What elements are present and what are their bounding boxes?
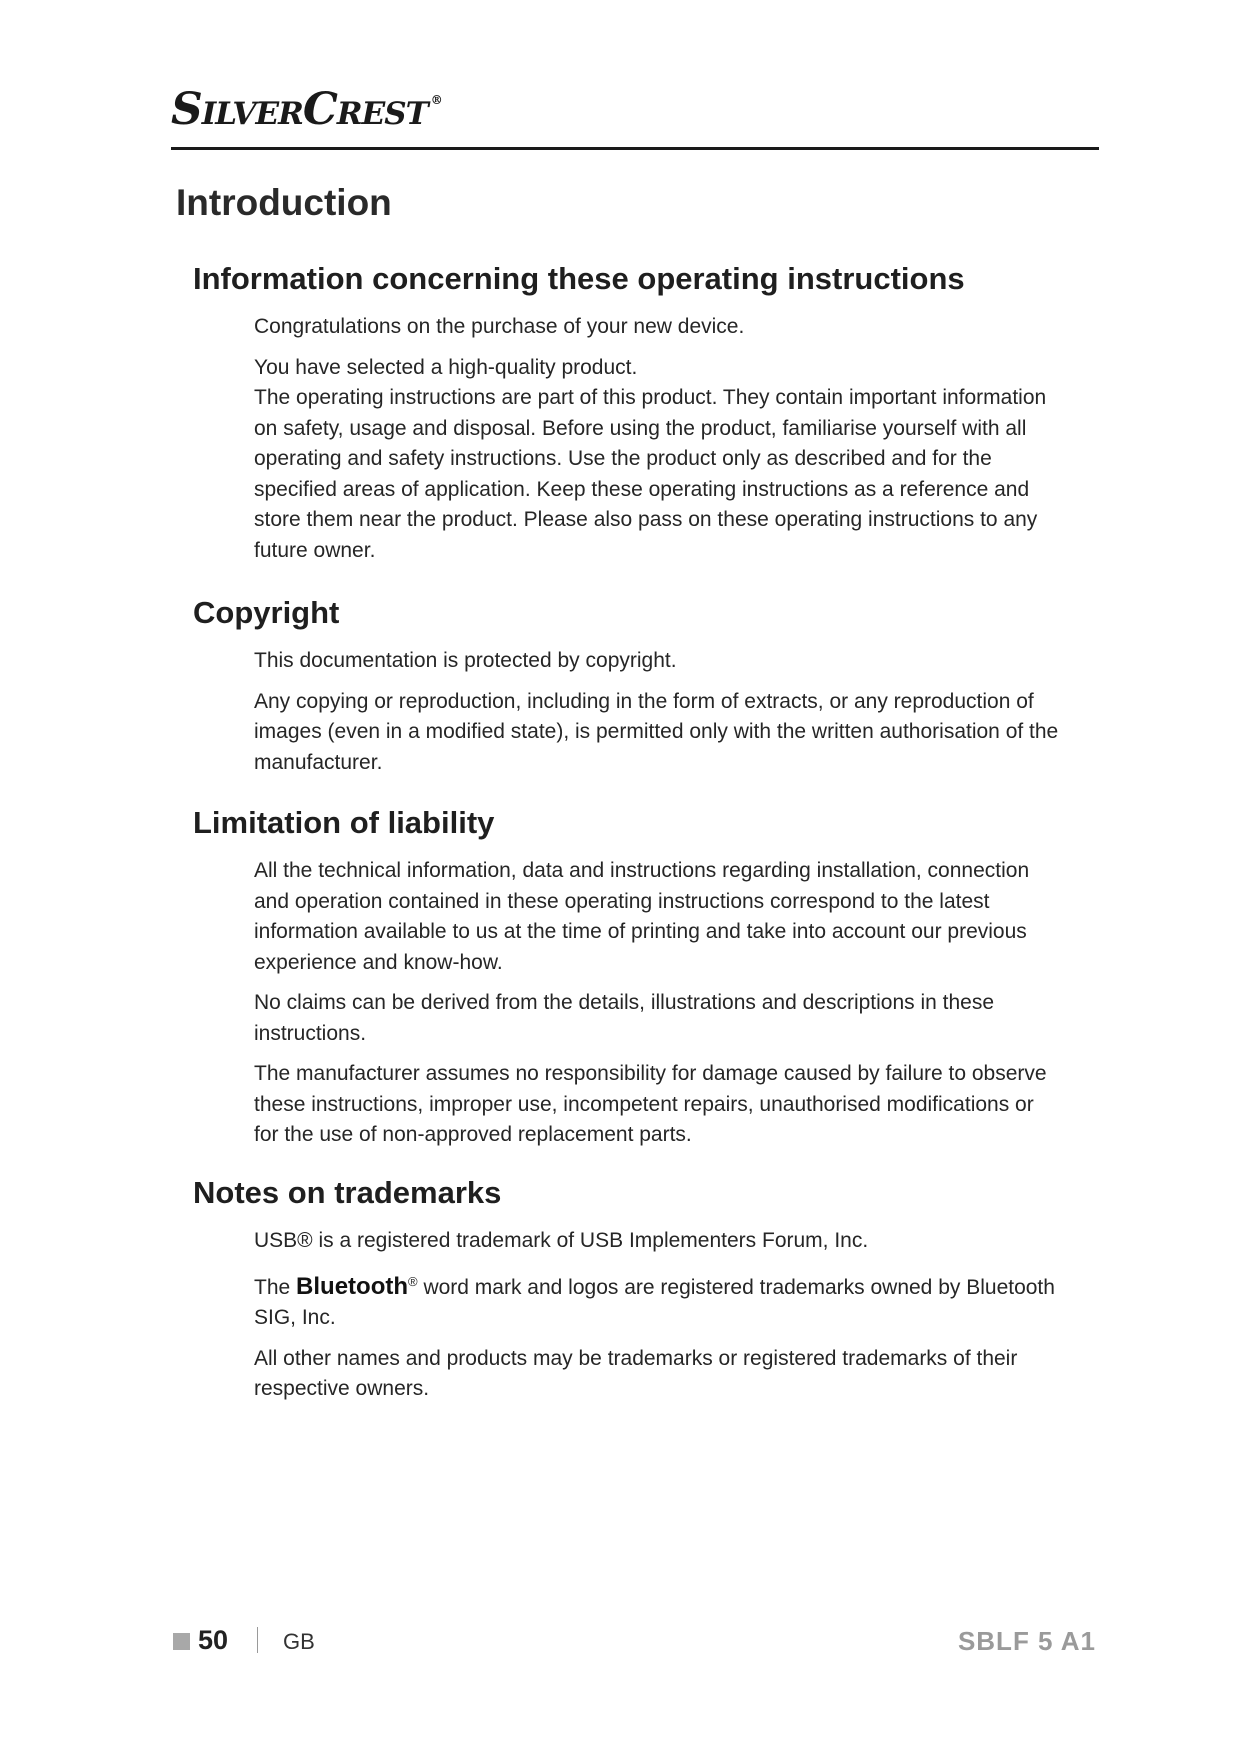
brand-logo-text: SilverCrest xyxy=(171,84,428,135)
section-copyright xyxy=(193,597,1073,788)
paragraph: The operating instructions are part of this product. They contain important information on safety, usage and disposal. Before using the product, familiarise yourself with all operating and safety instructions. Use the product only as described and for the specified areas of application. Keep these operating instructions as a reference and store them near the product. Please also pass on these operating instructions to any future owner. xyxy=(254,386,1047,562)
section-heading: Limitation of liability xyxy=(193,805,495,840)
paragraph: The manufacturer assumes no responsibility for damage caused by failure to observe these instructions, improper use, incompetent repairs, unauthorised modifications or for the use of non-approved replacement parts. xyxy=(254,1062,1047,1146)
section-limitation-of-liability xyxy=(193,807,1073,1161)
bluetooth-word-mark: Bluetooth xyxy=(296,1272,409,1300)
header-divider xyxy=(171,147,1099,150)
section-heading: Copyright xyxy=(193,595,340,630)
paragraph: All other names and products may be trademarks or registered trademarks of their respective owners. xyxy=(254,1346,1018,1400)
section-heading: Notes on trademarks xyxy=(193,1175,502,1210)
section-trademarks xyxy=(193,1177,1073,1415)
paragraph: USB® is a registered trademark of USB Implementers Forum, Inc. xyxy=(254,1229,869,1252)
paragraph: You have selected a high-quality product. xyxy=(254,355,638,379)
footer-square-icon xyxy=(173,1633,190,1650)
paragraph: This documentation is protected by copyright. xyxy=(254,649,677,672)
section-heading: Information concerning these operating instructions xyxy=(193,261,965,296)
page-number: 50 xyxy=(198,1625,229,1655)
bluetooth-prefix: The xyxy=(254,1275,291,1299)
footer-divider xyxy=(257,1627,258,1653)
paragraph: Congratulations on the purchase of your new device. xyxy=(254,315,745,338)
paragraph: All the technical information, data and instructions regarding installation, connection and operation contained in these operating instructions correspond to the latest information available to us at the time of printing and take into account our previous experience and know-how. xyxy=(254,859,1030,974)
section-operating-instructions xyxy=(193,263,1073,576)
language-code: GB xyxy=(283,1629,315,1654)
brand-logo xyxy=(171,84,442,135)
bluetooth-trademark-paragraph xyxy=(254,1267,1064,1334)
brand-logo-registered-mark: ® xyxy=(430,93,442,107)
page-footer xyxy=(171,1625,1099,1659)
bluetooth-registered-mark: ® xyxy=(408,1273,418,1289)
page-title: Introduction xyxy=(176,182,392,223)
paragraph: Any copying or reproduction, including in the form of extracts, or any reproduction of images (even in a modified state), is permitted only with the written authorisation of the manufacturer. xyxy=(254,689,1059,774)
model-number: SBLF 5 A1 xyxy=(957,1626,1096,1656)
paragraph: No claims can be derived from the details, illustrations and descriptions in these instructions. xyxy=(254,991,995,1045)
bluetooth-suffix: word mark and logos are registered trademarks owned by Bluetooth SIG, Inc. xyxy=(254,1275,1055,1329)
